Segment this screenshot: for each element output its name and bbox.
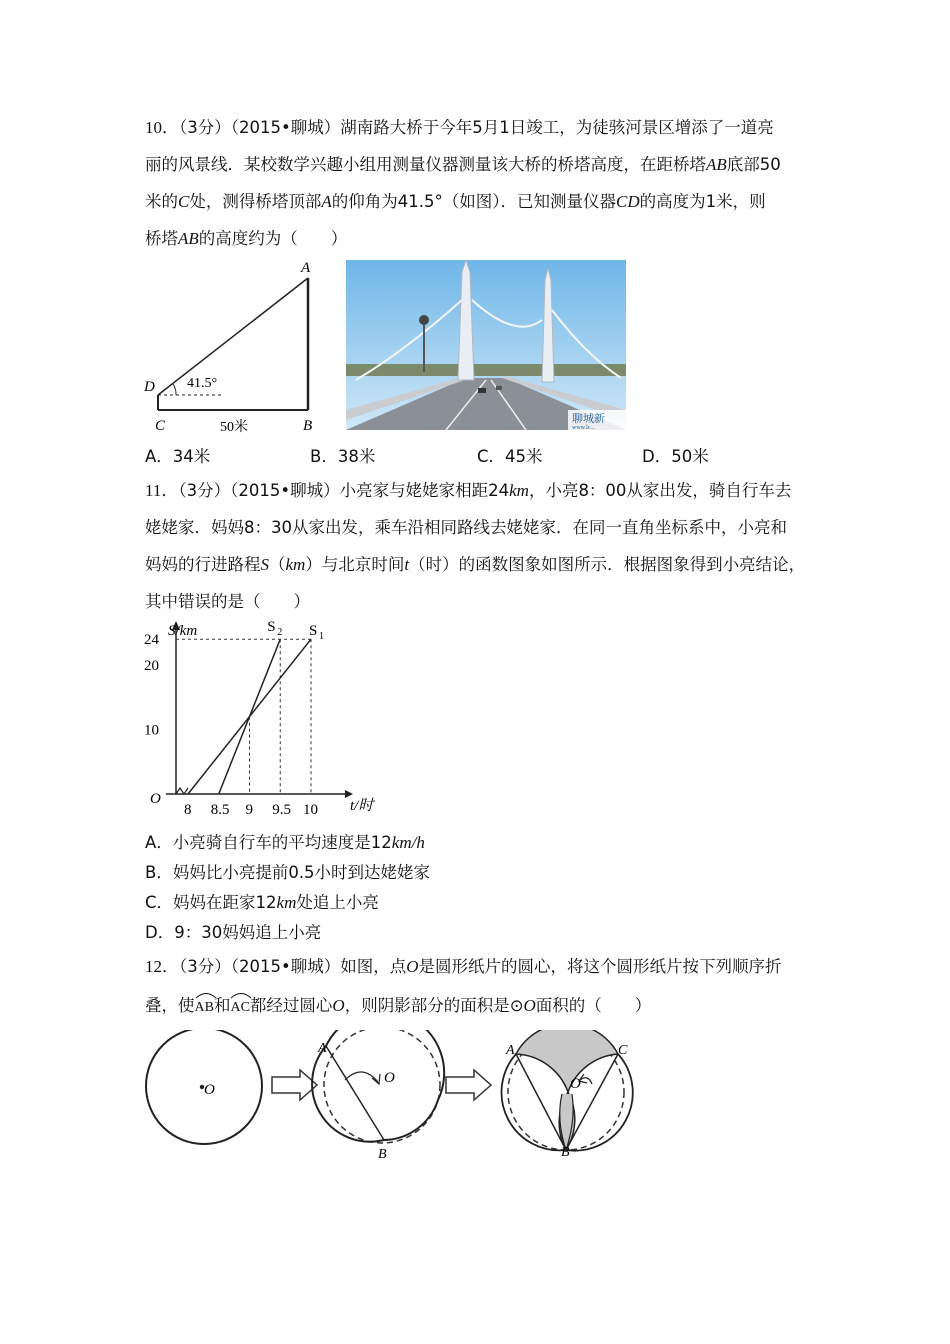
x-axis-label: t/时 [350,798,374,814]
q11-var-t: t [404,555,410,574]
q11-text-1a: 小亮家与姥姥家相距24 [339,481,510,500]
q12-arrow-1-icon [272,1070,317,1100]
q10-sightline [158,278,308,395]
x-tick-label: 9.5 [272,802,291,818]
q10-line-4 [145,228,347,250]
q11-score: （3分） [178,481,231,500]
q11-line-3 [145,554,805,576]
q12-var-o: O [406,957,419,976]
series-label-s1: S [309,623,318,640]
q12-arc-ab-text: AB [194,1000,214,1015]
q12-text-1a: 如图，点 [340,957,407,976]
q11-option-c-text-2: 处追上小亮 [296,893,379,912]
q12-line-2 [145,993,651,1019]
q10-var-c: C [178,192,190,211]
q10-triangle-figure [140,258,330,438]
q10-text-3b: 处，测得桥塔顶部 [189,192,322,211]
q11-line-1 [145,480,791,502]
q12-source: （2015•聊城） [230,957,341,976]
series-label-s1-sub: 1 [319,631,324,643]
q10-option-c[interactable]: C．45米 [477,447,543,466]
q10-angle-arc [173,384,176,395]
q10-angle-label: 41.5° [187,376,218,391]
q12-label-a-3: A [506,1043,515,1058]
q11-source: （2015•聊城） [230,481,340,500]
q12-label-o-3: O [570,1076,581,1092]
y-axis-label: S/km [168,623,198,639]
series-label-s2: S [267,619,276,636]
q10-label-d: D [144,379,155,395]
x-tick-label: 8 [184,802,192,818]
photo-car-2 [496,386,502,390]
y-tick-label: 20 [144,658,159,674]
q10-option-a[interactable]: A．34米 [145,447,211,466]
q11-option-d[interactable] [145,922,321,944]
q10-var-ab-2: AB [178,229,199,248]
q11-option-c[interactable] [145,892,379,914]
q11-text-4: 其中错误的是（ ） [145,592,310,611]
x-tick-label: 8.5 [210,802,230,818]
origin-label: O [150,791,161,807]
q10-text-1: 湖南路大桥于今年5月1日竣工，为徒骇河景区增添了一道亮 [340,118,774,137]
q10-label-b: B [303,418,313,434]
q12-text-2e: 面积的（ ） [535,996,652,1015]
x-axis-arrow-icon [345,790,353,798]
q11-number: 11． [145,481,179,500]
q10-option-b[interactable]: B．38米 [310,447,376,466]
q10-text-3a: 米的 [145,192,178,211]
q10-text-4b: 的高度约为（ ） [198,229,348,248]
y-tick-label: 10 [144,722,159,739]
q12-label-a-2: A [318,1041,327,1056]
q10-var-ab: AB [706,155,727,174]
q10-option-d[interactable]: D．50米 [642,447,709,466]
q11-text-3b: （ [269,555,286,574]
bridge-photo [346,260,626,430]
photo-car-1 [478,388,486,393]
q11-text-3d: （时）的函数图象如图所示．根据图象得到小亮结论， [409,555,806,574]
q11-option-c-unit: km [276,893,297,912]
q11-option-d-text: D．9：30妈妈追上小亮 [145,923,322,942]
q12-score: （3分） [179,957,231,976]
q12-line-1 [145,956,782,978]
q12-arc-ab [195,993,214,1019]
photo-watermark: 聊城新 [572,413,605,425]
photo-trees [346,364,626,376]
q10-text-2-end: 底部50 [726,155,781,174]
series-label-s2-sub: 2 [277,627,283,639]
q11-line-4 [145,591,310,613]
q10-text-3c: 的仰角为41.5°（如图）．已知测量仪器 [331,192,616,211]
q10-line-1 [145,117,774,139]
arc-mark-icon [195,991,217,999]
q11-unit-km-2: km [285,555,306,574]
q10-label-a: A [301,260,311,276]
q12-arrow-2-icon [446,1070,491,1100]
q10-line-2 [145,154,781,176]
q12-var-o-2: O [332,996,345,1015]
q11-option-b[interactable] [145,862,430,884]
q12-fold-arc-1 [312,1046,384,1142]
q11-unit-km: km [509,481,529,500]
q12-circle-2 [324,1030,440,1143]
q10-source: （2015•聊城） [230,118,341,137]
q11-var-s: S [260,555,269,574]
q12-var-o-3: O [523,996,536,1015]
q10-score: （3分） [179,118,231,137]
q10-var-a: A [321,192,332,211]
q12-text-2a: 叠，使 [145,996,195,1015]
q11-option-a-unit: km/h [391,833,425,852]
q11-chart [140,618,390,823]
axis-break-icon [176,788,188,794]
q11-option-a-text: A．小亮骑自行车的平均速度是12 [145,833,392,852]
q11-line-2 [145,517,787,539]
q12-label-o-2: O [384,1070,395,1086]
q11-text-1b: ，小亮8：00从家出发，骑自行车去 [528,481,792,500]
q12-number: 12． [145,957,179,976]
q11-text-3a: 妈妈的行进路程 [145,555,261,574]
q12-text-2b: 和 [213,996,231,1015]
q12-text-1b: 是圆形纸片的圆心，将这个圆形纸片按下列顺序折 [418,957,782,976]
q12-fold-arrow-arc [345,1072,378,1082]
q10-label-c: C [155,418,166,434]
chart-layer [144,619,375,818]
y-tick-label: 24 [144,632,159,649]
q12-text-2d: ，则阴影部分的面积是⊙ [344,996,524,1015]
q12-label-b-3: B [561,1145,570,1160]
q12-label-o-1: O [204,1082,215,1098]
q10-text-4a: 桥塔 [145,229,178,248]
q12-label-c-3: C [618,1043,628,1058]
q12-label-b-2: B [378,1147,387,1162]
q12-text-2c: 都经过圆心 [249,996,333,1015]
q10-number: 10． [145,118,179,137]
x-tick-label: 10 [303,802,318,818]
q11-option-b-text: B．妈妈比小亮提前0.5小时到达姥姥家 [145,863,431,882]
q12-arc-ac-text: AC [230,1000,250,1015]
arc-mark-icon [230,991,252,999]
q10-line-3 [145,191,766,213]
q12-arc-ac [230,993,249,1019]
q10-distance-label: 50米 [220,420,248,435]
q10-var-cd: CD [615,192,640,211]
q11-text-3c: ）与北京时间 [305,555,405,574]
q12-fold-line-1 [326,1046,384,1140]
q12-figure [140,1030,640,1165]
q10-text-2: 丽的风景线．某校数学兴趣小组用测量仪器测量该大桥的桥塔高度，在距桥塔 [145,155,706,174]
q11-text-2: 姥姥家．妈妈8：30从家出发，乘车沿相同路线去姥姥家．在同一直角坐标系中，小亮和 [145,518,787,537]
x-tick-label: 9 [245,802,253,818]
photo-lamp [419,315,429,325]
q10-text-3d: 的高度为1米，则 [639,192,766,211]
photo-watermark-sub: www.lc... [572,425,595,430]
q11-option-a[interactable] [145,832,425,854]
q11-option-c-text: C．妈妈在距家12 [145,893,277,912]
